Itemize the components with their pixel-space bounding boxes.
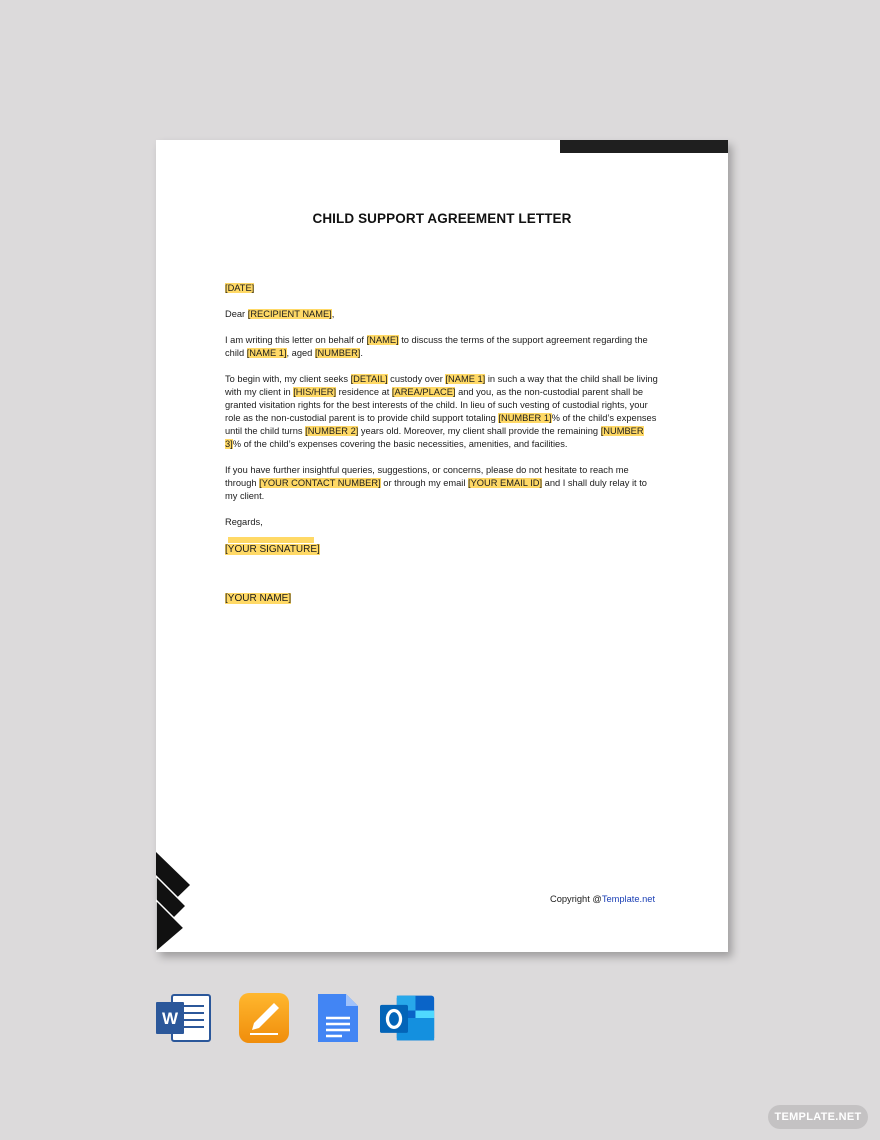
outlook-icon[interactable] [380, 992, 436, 1044]
greeting-suffix: , [331, 309, 335, 319]
google-docs-icon[interactable] [314, 992, 370, 1044]
signature-placeholder: [YOUR SIGNATURE] [225, 544, 320, 555]
contact-placeholder: [YOUR CONTACT NUMBER] [259, 478, 381, 488]
text: % of the child’s expenses until the child turns [225, 413, 657, 436]
his-her-placeholder: [HIS/HER] [293, 387, 337, 397]
text: If you have further insightful queries, suggestions, or concerns, please do not hesitate to reach me through [225, 465, 629, 488]
greeting-line [225, 308, 661, 321]
text: I am writing this letter on behalf of [225, 335, 367, 345]
document-title: CHILD SUPPORT AGREEMENT LETTER [312, 211, 572, 226]
number1-placeholder: [NUMBER 1] [498, 413, 552, 423]
header-bar [560, 140, 728, 153]
detail-placeholder: [DETAIL] [350, 374, 388, 384]
signature-block [225, 537, 661, 556]
name-block [225, 592, 661, 605]
template-net-watermark[interactable]: TEMPLATE.NET [768, 1105, 868, 1129]
text: and I shall duly relay it to my client. [225, 478, 647, 501]
copyright-notice [550, 894, 655, 904]
text: residence at [336, 387, 392, 397]
closing-line: Regards, [225, 517, 263, 527]
your-name-placeholder: [YOUR NAME] [225, 593, 292, 604]
email-placeholder: [YOUR EMAIL ID] [468, 478, 543, 488]
paragraph-1 [225, 334, 661, 360]
signature-highlight [228, 537, 314, 543]
text: to discuss the terms of the support agreement regarding the child [225, 335, 648, 358]
number2-placeholder: [NUMBER 2] [305, 426, 359, 436]
text: % of the child’s expenses covering the basic necessities, amenities, and facilities. [232, 439, 568, 449]
paragraph-2 [225, 373, 661, 451]
svg-text:W: W [161, 1009, 179, 1028]
text: To begin with, my client seeks [225, 374, 351, 384]
date-placeholder: [DATE] [225, 283, 255, 293]
text: years old. Moreover, my client shall provide the remaining [358, 426, 601, 436]
text: , aged [286, 348, 315, 358]
recipient-placeholder: [RECIPIENT NAME] [247, 309, 332, 319]
greeting-prefix: Dear [225, 309, 248, 319]
word-icon[interactable] [156, 992, 212, 1044]
pages-icon[interactable] [238, 992, 294, 1044]
paragraph-3 [225, 464, 661, 503]
document-page [156, 140, 728, 952]
name-placeholder: [NAME] [366, 335, 399, 345]
name1-placeholder: [NAME 1] [246, 348, 287, 358]
app-icons-row [0, 992, 880, 1044]
name1-placeholder: [NAME 1] [445, 374, 486, 384]
area-placeholder: [AREA/PLACE] [391, 387, 456, 397]
text: in such a way that the child shall be living with my client in [225, 374, 658, 397]
copyright-prefix: Copyright @ [550, 894, 602, 904]
text: and you, as the non-custodial parent shall be granted visitation rights for the best interests of the child. In lieu of such vesting of custodial rights, your role as the non-custodial parent is to provide child support totaling [225, 387, 648, 423]
number-placeholder: [NUMBER] [314, 348, 361, 358]
date-line [225, 282, 661, 295]
text: . [360, 348, 363, 358]
number3-placeholder: [NUMBER 3] [225, 426, 644, 449]
text: custody over [387, 374, 446, 384]
corner-chevron-decoration [156, 852, 196, 952]
copyright-link[interactable]: Template.net [601, 894, 656, 904]
letter-body [225, 282, 661, 605]
text: or through my email [380, 478, 469, 488]
